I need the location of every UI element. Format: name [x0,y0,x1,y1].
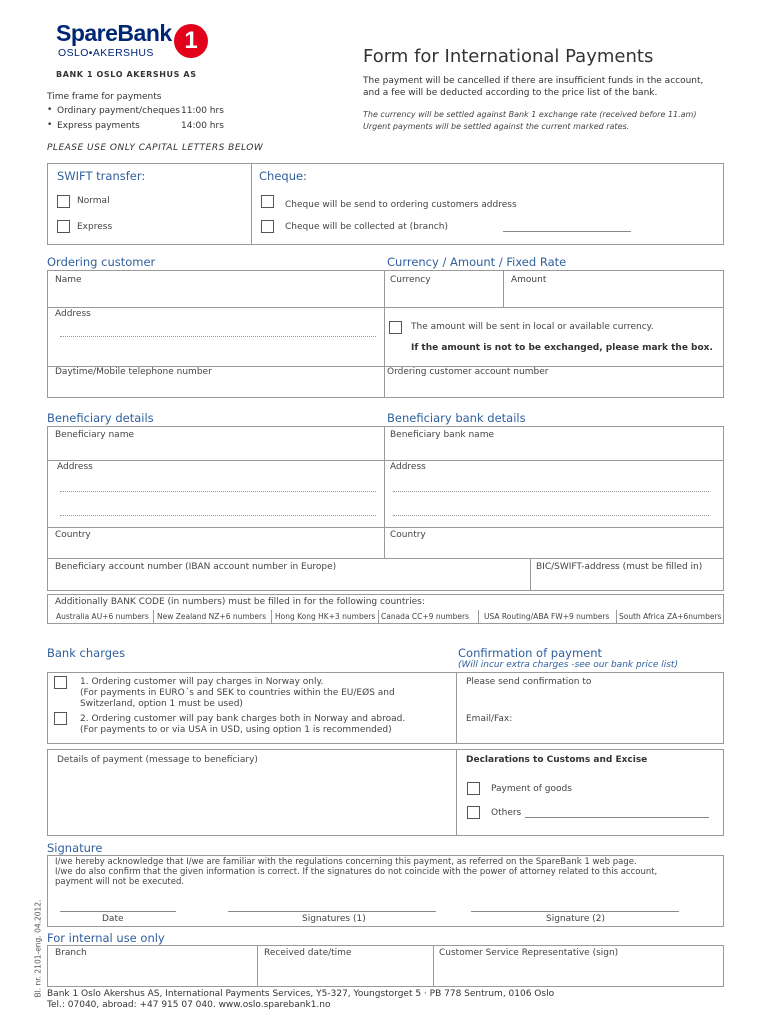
swift-label: SWIFT transfer: [57,169,146,183]
currency-label: Currency [390,275,431,285]
bank-name: BANK 1 OSLO AKERSHUS AS [56,70,197,79]
customs-title: Declarations to Customs and Excise [466,755,648,765]
goods-checkbox[interactable] [467,782,480,795]
details-label: Details of payment (message to beneficiary) [57,755,258,765]
normal-label: Normal [77,196,110,206]
bank-code-country: New Zealand NZ+6 numbers [157,612,267,621]
received-label: Received date/time [264,948,352,958]
express-checkbox[interactable] [57,220,70,233]
normal-checkbox[interactable] [57,195,70,208]
logo-region: OSLO•AKERSHUS [58,47,154,59]
account-number-label: Ordering customer account number [387,367,549,377]
charges-option2-checkbox[interactable] [54,712,67,725]
beneficiary-bank-country-label: Country [390,530,426,540]
timeframe-title: Time frame for payments [47,92,162,102]
internal-box [47,945,724,987]
logo-number-badge [174,24,208,58]
beneficiary-address-label: Address [57,462,93,472]
beneficiary-address-input[interactable] [60,515,376,516]
notice-line: and a fee will be deducted according to the price list of the bank. [363,88,658,98]
beneficiary-address-input[interactable] [60,491,376,492]
timeframe-label: Express payments [57,121,140,131]
bic-label: BIC/SWIFT-address (must be filled in) [536,562,703,572]
confirmation-send-label: Please send confirmation to [466,677,592,687]
goods-label: Payment of goods [491,784,572,794]
bank-code-country: Australia AU+6 numbers [56,612,149,621]
cheque-send-checkbox[interactable] [261,195,274,208]
timeframe-time: 11:00 hrs [181,106,224,116]
signature-text: payment will not be executed. [55,877,185,887]
others-input[interactable] [525,817,709,818]
rep-label: Customer Service Representative (sign) [439,948,619,958]
italic-note: Urgent payments will be settled against the current marked rates. [363,122,630,131]
cheque-label: Cheque: [259,169,307,183]
capitals-note: PLEASE USE ONLY CAPITAL LETTERS BELOW [47,143,264,153]
local-currency-label: The amount will be sent in local or available currency. [411,322,654,332]
beneficiary-title: Beneficiary details [47,411,154,425]
logo-brand: SpareBank [56,20,172,46]
beneficiary-account-label: Beneficiary account number (IBAN account number in Europe) [55,562,337,572]
cheque-collect-label: Cheque will be collected at (branch) [285,222,448,232]
confirmation-title: Confirmation of payment [458,646,603,660]
beneficiary-bank-address-label: Address [390,462,426,472]
signature2-input[interactable] [471,911,679,912]
others-checkbox[interactable] [467,806,480,819]
beneficiary-name-label: Beneficiary name [55,430,134,440]
charges-option1-checkbox[interactable] [54,676,67,689]
bank-code-country: USA Routing/ABA FW+9 numbers [484,612,610,621]
amount-label: Amount [511,275,547,285]
beneficiary-bank-name-label: Beneficiary bank name [390,430,495,440]
notice-line: The payment will be cancelled if there are insufficient funds in the account, [363,76,704,86]
signature-text: I/we do also confirm that the given information is correct. If the signatures do not coincide with the power of attorney related to this account, [55,867,658,877]
others-label: Others [491,808,522,818]
charges-option1-note: Switzerland, option 1 must be used) [80,699,243,709]
timeframe-time: 14:00 hrs [181,121,224,131]
timeframe-label: Ordinary payment/cheques [57,106,180,116]
confirmation-email-label: Email/Fax: [466,714,513,724]
name-label: Name [55,275,82,285]
page-title: Form for International Payments [363,46,654,67]
bank-address-input[interactable] [393,515,709,516]
signature-text: I/we hereby acknowledge that I/we are familiar with the regulations concerning this payment, as referred on the SpareBank 1 web page. [55,857,637,867]
signature-title: Signature [47,841,103,855]
ordering-box [47,270,724,398]
exchange-note: If the amount is not to be exchanged, please mark the box. [411,343,713,353]
form-code: Bl. nr. 2101-eng. 04.2012. [33,899,43,998]
signature1-input[interactable] [228,911,436,912]
bank-address-input[interactable] [393,491,709,492]
date-input[interactable] [60,911,176,912]
logo [56,20,216,66]
italic-note: The currency will be settled against Bank 1 exchange rate (received before 11.am) [363,110,697,119]
cheque-send-label: Cheque will be send to ordering customers address [285,200,517,210]
bank-code-note: Additionally BANK CODE (in numbers) must be filled in for the following countries: [55,597,425,607]
address-input[interactable] [60,336,376,337]
charges-title: Bank charges [47,646,126,660]
date-label: Date [102,914,124,924]
branch-input[interactable] [503,231,631,232]
ordering-title: Ordering customer [47,255,156,269]
bank-code-country: Hong Kong HK+3 numbers [275,612,376,621]
charges-option2-note: (For payments to or via USA in USD, using option 1 is recommended) [80,725,392,735]
logo-number: 1 [184,27,198,54]
beneficiary-bank-title: Beneficiary bank details [387,411,526,425]
confirmation-subtitle: (Will incur extra charges -see our bank price list) [458,660,678,670]
charges-option1: 1. Ordering customer will pay charges in Norway only. [80,677,324,687]
phone-label: Daytime/Mobile telephone number [55,367,212,377]
local-currency-checkbox[interactable] [389,321,402,334]
charges-option1-note: (For payments in EURO´s and SEK to countries within the EU/EØS and [80,688,395,698]
express-label: Express [77,222,113,232]
signature2-label: Signature (2) [546,914,606,924]
bank-code-country: South Africa ZA+6numbers [619,612,722,621]
footer-contact: Tel.: 07040, abroad: +47 915 07 040. www.oslo.sparebank1.no [47,1000,331,1010]
address-label: Address [55,309,91,319]
footer-address: Bank 1 Oslo Akershus AS, International Payments Services, Y5-327, Youngstorget 5 · PB 778 Sentrum, 0106 Oslo [47,989,555,999]
internal-title: For internal use only [47,931,165,945]
branch-label: Branch [55,948,87,958]
bank-code-country: Canada CC+9 numbers [381,612,470,621]
cheque-collect-checkbox[interactable] [261,220,274,233]
charges-option2: 2. Ordering customer will pay bank charges both in Norway and abroad. [80,714,406,724]
beneficiary-country-label: Country [55,530,91,540]
signature1-label: Signatures (1) [302,914,366,924]
currency-title: Currency / Amount / Fixed Rate [387,255,567,269]
